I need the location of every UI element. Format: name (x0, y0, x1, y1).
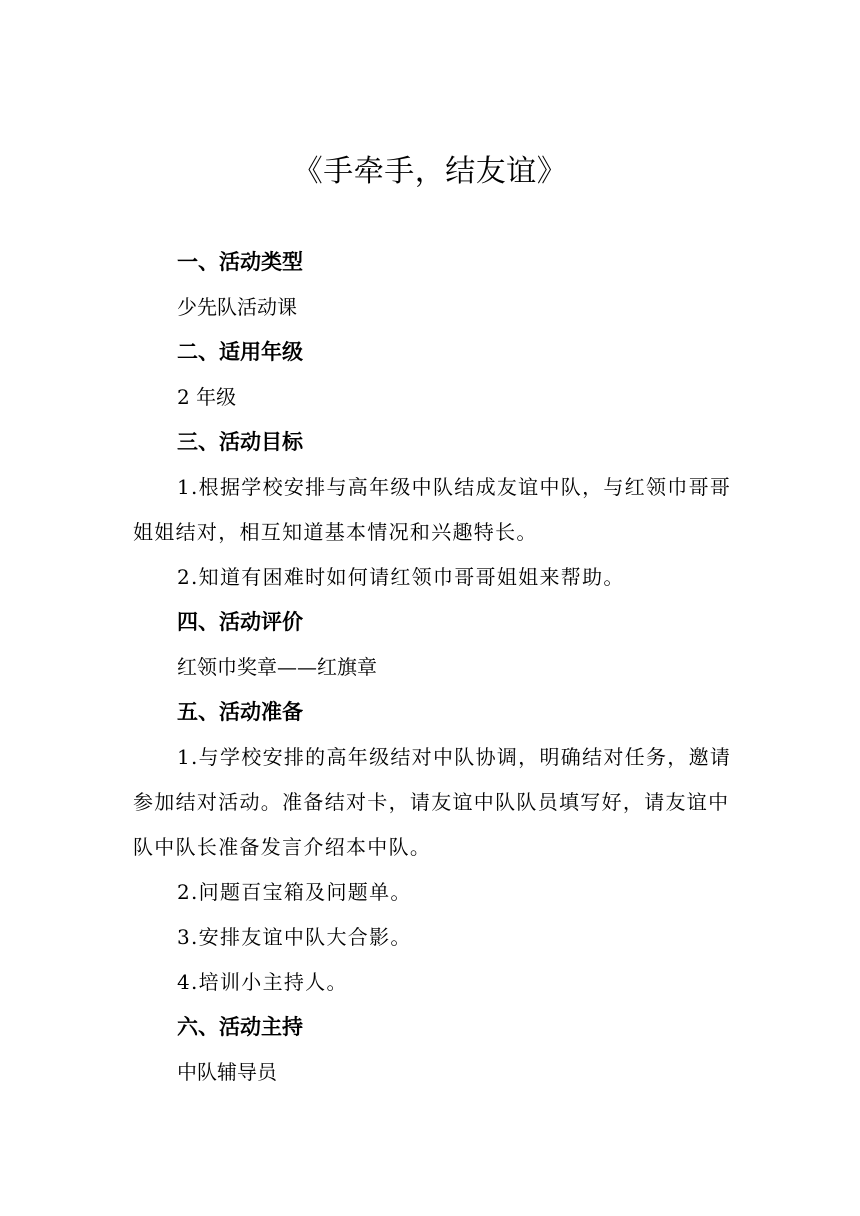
grade-text: 2 年级 (177, 385, 237, 409)
goal-item: 1.根据学校安排与高年级中队结成友谊中队，与红领巾哥哥姐姐结对，相互知道基本情况和兴趣特长。 (133, 475, 732, 544)
preparation-item: 4.培训小主持人。 (177, 970, 348, 994)
document-title: 《手牵手，结友谊》 (292, 154, 568, 189)
host-text: 中队辅导员 (177, 1060, 277, 1084)
section-heading-host: 六、活动主持 (177, 1015, 303, 1039)
preparation-item: 1.与学校安排的高年级结对中队协调，明确结对任务，邀请参加结对活动。准备结对卡，请友谊中队队员填写好，请友谊中队中队长准备发言介绍本中队。 (133, 745, 732, 859)
evaluation-text: 红领巾奖章——红旗章 (177, 655, 377, 679)
goal-item: 2.知道有困难时如何请红领巾哥哥姐姐来帮助。 (177, 565, 625, 589)
section-heading-evaluation: 四、活动评价 (177, 610, 303, 634)
section-heading-grade: 二、适用年级 (177, 340, 303, 364)
section-heading-goals: 三、活动目标 (177, 430, 303, 454)
preparation-item: 2.问题百宝箱及问题单。 (177, 880, 412, 904)
activity-type-text: 少先队活动课 (177, 295, 297, 319)
document-body (133, 240, 733, 1095)
section-heading-preparation: 五、活动准备 (177, 700, 303, 724)
section-heading-activity-type: 一、活动类型 (177, 250, 303, 274)
preparation-item: 3.安排友谊中队大合影。 (177, 925, 412, 949)
